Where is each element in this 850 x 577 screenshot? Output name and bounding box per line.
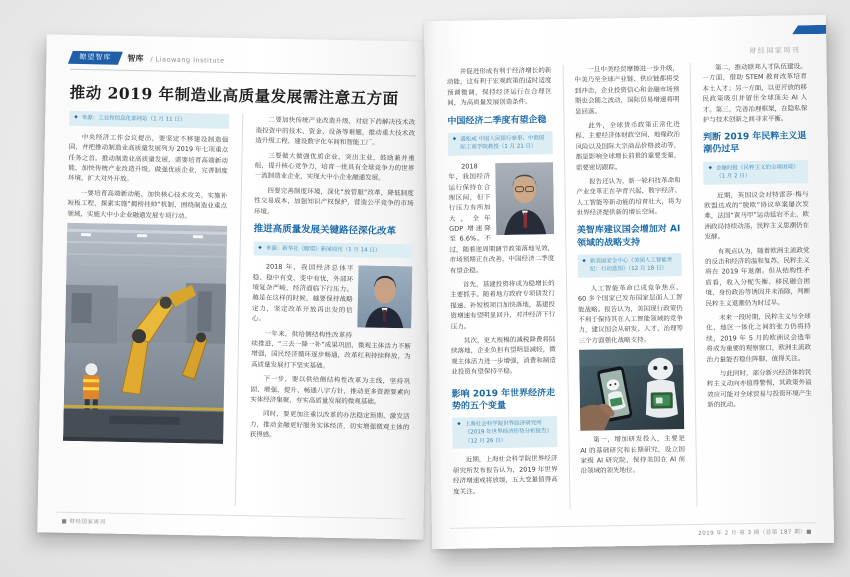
magazine-masthead: 财经国家周刊 xyxy=(749,46,801,56)
subheading: 美智库建议国会增加对 AI 领域的战略支持 xyxy=(576,224,681,249)
magazine-spread xyxy=(38,12,832,552)
subheading: 影响 2019 年世界经济走势的五个变量 xyxy=(451,387,556,412)
corner-badge xyxy=(68,51,123,65)
source-text: 来源：新华社《瞭望》新闻周刊（1 月 14 日） xyxy=(265,245,381,254)
corner-badge-label: 瞭望智库 xyxy=(79,52,112,62)
paragraph: 与此同时，部分新兴经济体的民粹主义动向亦值得警惕，其政策外溢效应可能对全球贸易与投资环境产生新的扰动。 xyxy=(706,368,812,409)
source-line xyxy=(703,160,808,185)
source-line xyxy=(448,131,553,156)
source-marker-icon: ◆ xyxy=(258,245,262,251)
paragraph: 四要完善制度环境，深化“放管服”改革，降低制度性交易成本，加强知识产权保护，营造公平竞争的市场环境。 xyxy=(253,186,414,216)
source-marker-icon: ◆ xyxy=(582,258,586,264)
paragraph: 未来一段时期，民粹主义与全球化、地区一体化之间的张力仍将持续，2019 年 5 月的欧洲议会选举将成为重要的观察窗口，欧洲主流政治力量能否稳住阵脚，值得关注。 xyxy=(706,312,812,364)
paragraph: 首先，基建投资将成为稳增长的主要抓手。随着地方政府专项债发行提速、补短板项目加快落地，基建投资增速有望明显回升，对冲经济下行压力。 xyxy=(450,279,556,331)
left-page-footer: ■ 财经国家周刊 xyxy=(61,518,106,526)
economist-portrait-photo xyxy=(495,162,554,235)
left-column-2 xyxy=(234,114,415,509)
corner-ribbon xyxy=(792,25,826,35)
subheading: 中国经济二季度有望企稳 xyxy=(447,114,547,127)
article-headline: 推动 2019 年制造业高质量发展需注意五方面 xyxy=(69,82,399,109)
paragraph: 并促进形成有利于经济增长的新动能，这有利于宏观政策的适时适度预调微调，保持经济运行在合理区间，为高质量发展创造条件。 xyxy=(446,66,552,108)
paragraph: 其次，更大规模的减税降费将陆续落地，企业负担有望明显减轻，微观主体活力进一步增强，消费和制造业投资有望保持平稳。 xyxy=(451,335,556,376)
paragraph: 人工智能革命已成竞争焦点，60 多个国家已发布国家层面人工智能战略。报告认为，美国现行政策仍不利于保持其在人工智能领域的竞争力，建议国会从研发、人才、治理等三个方面强化战略支持。 xyxy=(577,282,684,345)
source-line xyxy=(253,241,413,259)
paragraph: 一年来，供给侧结构性改革持续推进，“三去一降一补”成果巩固，微观主体活力不断增强，国民经济循环逐步畅通，改革红利持续释放，为高质量发展打下坚实基础。 xyxy=(250,329,411,370)
paragraph: 第一，增加研发投入，主要是 AI 的基础研究和长期研究，设立国家级 AI 研究院，保持美国在 AI 前沿领域的领先地位。 xyxy=(580,434,686,476)
left-column-1 xyxy=(62,111,229,506)
paragraph: 三要做大做强优质企业，突出主业，鼓励兼并重组，提升核心竞争力，培育一批具有全球竞争力的世界一流制造业企业，实现大中小企业融通发展。 xyxy=(254,151,415,183)
section-label-en: / Liaowang Institute xyxy=(150,54,225,65)
paragraph: 报告还认为，新一轮科技革命和产业变革正在孕育兴起，数字经济、人工智能等新动能的培育壮大，将为世界经济提供新的增长空间。 xyxy=(576,176,682,217)
paragraph: 有观点认为，随着欧洲主流政党的反击和经济的温和复苏，民粹主义将在 2019 年退潮。但从结构性矛盾看，收入分配失衡、移民融合困境、身份政治等诱因并未消除，判断民粹主义退潮仍为时过早。 xyxy=(704,245,811,308)
right-page-footer: 2019 年 2 月·第 3 期（总第 187 期）■ xyxy=(698,529,812,537)
right-column-1 xyxy=(447,65,559,511)
source-text: 来源：工业和信息化部网站（1 月 11 日） xyxy=(81,115,186,124)
right-page xyxy=(424,15,834,549)
right-column-2 xyxy=(562,63,686,509)
robot-phone-photo xyxy=(579,348,685,431)
left-page xyxy=(37,34,432,539)
factory-robot-photo xyxy=(63,223,229,444)
source-line xyxy=(69,111,229,129)
expert-portrait-photo xyxy=(357,266,412,329)
left-page-header xyxy=(70,51,416,77)
paragraph: 2018 年，我国经济运行保持在合理区间，但下行压力有所加大，全年 GDP 增速降至 6.6%。不过，随着逆周期调节政策落地见效，市场预期正在改善，中国经济二季度有望企稳。 xyxy=(448,162,555,275)
source-line xyxy=(452,416,557,449)
subheading: 推进高质量发展关键路径深化改革 xyxy=(253,223,397,237)
source-text: 上海社会科学院世界经济研究所《2019 年世界经济形势分析报告》（12 月 26 日） xyxy=(464,420,550,445)
subheading: 判断 2019 年民粹主义退潮仍过早 xyxy=(703,131,807,156)
footer-rule xyxy=(56,512,406,520)
paragraph: 第二，推动联邦人才队伍建设。一方面，借助 STEM 教育改革培育本土人才；另一方面，以更开放的移民政策吸引并留住全球顶尖 AI 人才。第三，完善治理框架，在隐私保护与技术创新之间寻求平衡。 xyxy=(702,62,808,124)
source-line xyxy=(577,253,682,278)
paragraph: 同时，要更加注重以改革的办法稳定预期、激发活力，推动金融更好服务实体经济，切实增强微观主体的获得感。 xyxy=(249,409,410,439)
paragraph: 近期，上海社会科学院世界经济研究所发布报告认为，2019 年世界经济增速或将放缓，五大变量值得高度关注。 xyxy=(452,454,558,496)
source-marker-icon: ◆ xyxy=(74,115,78,121)
paragraph: 2018 年，我国经济总体平稳、稳中有变、变中有忧，外部环境复杂严峻，经济面临下行压力。越是在这样的时候，越要保持战略定力，坚定改革开放再出发的信心。 xyxy=(251,262,354,323)
paragraph: 下一步，要以供给侧结构性改革为主线，坚持巩固、增强、提升、畅通八字方针，推动更多资源要素向实体经济集聚，夯实高质量发展的微观基础。 xyxy=(250,374,411,406)
source-text: 盛松成 中国人民银行参事、中欧国际工商学院教授（1 月 21 日） xyxy=(460,135,545,151)
section-label: 智库 xyxy=(127,53,144,64)
source-text: 新美国安全中心《美国人工智能世纪：行动蓝图》（12 月 18 日） xyxy=(589,257,673,273)
paragraph: 此外，全球货币政策正常化进程、主要经济体财政空间、地缘政治风险以及国际大宗商品价格波动等，都是影响全球增长前景的重要变量，需要密切跟踪。 xyxy=(575,120,681,172)
source-text: 金融时报《民粹主义的全球困境》（1 月 2 日） xyxy=(715,163,799,180)
paragraph: 二要加快传统产业改造升级，对症下药解决技术改造投资中的技术、资金、设备等难题，推动重大技术改造升级工程，建设数字化车间和智能工厂。 xyxy=(255,115,416,147)
source-marker-icon: ◆ xyxy=(452,136,457,142)
paragraph: 一要培育高端新动能，加快核心技术攻关，实施补短板工程，探索实施“揭榜挂帅”机制，围绕制造业重点领域，实施大中小企业融通发展专项行动。 xyxy=(67,188,228,220)
source-marker-icon: ◆ xyxy=(457,421,461,427)
source-marker-icon: ◆ xyxy=(708,165,713,171)
paragraph: 中央经济工作会议提出，要坚定不移建设制造强国，并把推动制造业高质量发展列为 2019 年七项重点任务之首。推动制造业高质量发展，需要培育高端新动能，加快传统产业改造升级，做强优质企业，完善制度环境，扩大对外开放。 xyxy=(67,132,229,184)
paragraph: 近期，英国议会对特雷莎·梅与欧盟达成的“脱欧”协议草案屡次发难，法国“黄马甲”运动延宕不止，欧洲政局持续动荡，民粹主义思潮仍在发酵。 xyxy=(704,189,810,242)
paragraph: 一旦中美经贸摩擦进一步升级，中美乃至全球产业链、供应链都将受到冲击，企业投资信心和金融市场预期也会随之波动，国际贸易增速将明显回落。 xyxy=(574,64,680,116)
right-column-3 xyxy=(690,61,814,507)
